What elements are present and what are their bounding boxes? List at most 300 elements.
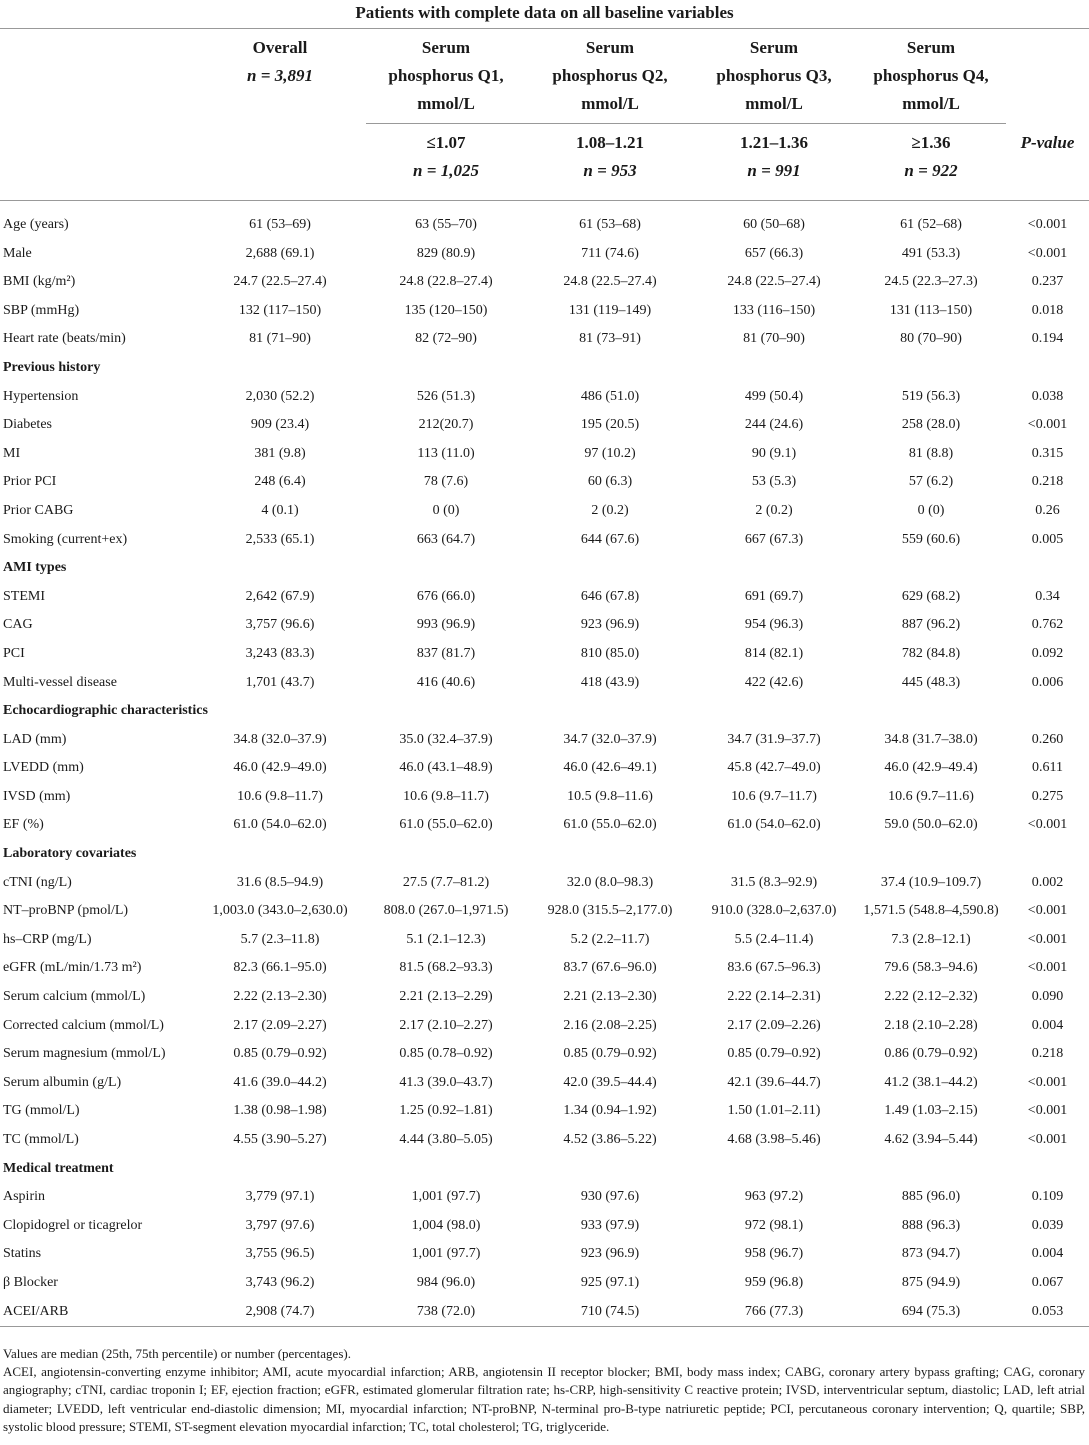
header-overall-label: Overall — [252, 38, 308, 57]
cell-p-value: 0.237 — [1031, 274, 1064, 290]
footnote-values: Values are median (25th, 75th percentile) or number (percentages). — [3, 1346, 351, 1361]
cell-overall: 1,701 (43.7) — [245, 674, 315, 690]
row-label: SBP (mmHg) — [3, 302, 80, 318]
cell-q1: 1,001 (97.7) — [411, 1189, 481, 1205]
header-q2 — [528, 34, 692, 118]
cell-p-value: 0.26 — [1035, 502, 1060, 518]
table-row — [0, 411, 1089, 440]
cell-q2: 925 (97.1) — [580, 1274, 640, 1290]
cell-q4: 10.6 (9.7–11.6) — [888, 788, 974, 804]
row-label: Heart rate (beats/min) — [3, 331, 126, 347]
cell-q4: 79.6 (58.3–94.6) — [884, 960, 978, 976]
cell-q2: 195 (20.5) — [580, 417, 640, 433]
cell-overall: 132 (117–150) — [238, 302, 322, 318]
row-label: hs–CRP (mg/L) — [3, 931, 92, 947]
section-label: Echocardiographic characteristics — [3, 703, 208, 719]
cell-p-value: 0.004 — [1031, 1246, 1064, 1262]
cell-p-value: 0.006 — [1031, 674, 1064, 690]
header-pvalue — [1006, 129, 1089, 157]
row-label: Prior CABG — [3, 502, 74, 518]
table-row — [0, 783, 1089, 812]
cell-q3: 31.5 (8.3–92.9) — [730, 874, 818, 890]
cell-q1: 829 (80.9) — [416, 245, 476, 261]
row-label: ACEI/ARB — [3, 1303, 69, 1319]
cell-q3: 657 (66.3) — [744, 245, 804, 261]
table-row — [0, 1298, 1089, 1327]
cell-q3: 422 (42.6) — [744, 674, 804, 690]
cell-overall: 2,908 (74.7) — [245, 1303, 315, 1319]
row-label: Serum magnesium (mmol/L) — [3, 1046, 166, 1062]
cell-q1: 61.0 (55.0–62.0) — [399, 817, 493, 833]
cell-p-value: 0.090 — [1031, 989, 1064, 1005]
cell-p-value: 0.039 — [1031, 1217, 1064, 1233]
cell-p-value: 0.004 — [1031, 1017, 1064, 1033]
cell-q2: 97 (10.2) — [584, 445, 636, 461]
cell-q2: 5.2 (2.2–11.7) — [570, 931, 650, 947]
cell-q4: 694 (75.3) — [901, 1303, 961, 1319]
table-row — [0, 1069, 1089, 1098]
header-q4-line3: mmol/L — [902, 94, 960, 113]
header-q2-line2: phosphorus Q2, — [552, 66, 668, 85]
cell-q3: 61.0 (54.0–62.0) — [727, 817, 821, 833]
cell-p-value: <0.001 — [1027, 1132, 1068, 1147]
row-label: IVSD (mm) — [3, 788, 71, 804]
cell-q2: 10.5 (9.8–11.6) — [567, 788, 653, 804]
section-header-row — [0, 1155, 1089, 1184]
table-row — [0, 611, 1089, 640]
cell-q2: 131 (119–149) — [568, 302, 652, 318]
cell-q2: 930 (97.6) — [580, 1189, 640, 1205]
row-label: Statins — [3, 1246, 42, 1262]
header-q1-range-n: n = 1,025 — [413, 161, 479, 180]
cell-overall: 3,779 (97.1) — [245, 1189, 315, 1205]
cell-q4: 888 (96.3) — [901, 1217, 961, 1233]
cell-q3: 34.7 (31.9–37.7) — [727, 731, 821, 747]
cell-q1: 46.0 (43.1–48.9) — [399, 760, 493, 776]
rule-top — [0, 28, 1089, 29]
header-q3 — [692, 34, 856, 118]
cell-overall: 10.6 (9.8–11.7) — [237, 788, 323, 804]
cell-q4: 4.62 (3.94–5.44) — [884, 1132, 978, 1147]
cell-q1: 984 (96.0) — [416, 1274, 476, 1290]
cell-q1: 676 (66.0) — [416, 588, 476, 604]
row-label: PCI — [3, 645, 25, 661]
cell-q2: 711 (74.6) — [581, 245, 639, 261]
cell-q1: 1,004 (98.0) — [411, 1217, 481, 1233]
cell-p-value: 0.194 — [1031, 331, 1064, 347]
row-label: LVEDD (mm) — [3, 760, 84, 776]
cell-q3: 766 (77.3) — [744, 1303, 804, 1319]
cell-q4: 873 (94.7) — [901, 1246, 961, 1262]
row-label: Diabetes — [3, 417, 52, 433]
cell-p-value: 0.067 — [1031, 1274, 1064, 1290]
table-row — [0, 983, 1089, 1012]
cell-q4: 46.0 (42.9–49.4) — [884, 760, 978, 776]
cell-overall: 381 (9.8) — [254, 445, 306, 461]
cell-q1: 1.25 (0.92–1.81) — [399, 1103, 493, 1119]
header-q4-line1: Serum — [906, 38, 956, 57]
cell-q4: 2.22 (2.12–2.32) — [884, 989, 978, 1005]
cell-q2: 928.0 (315.5–2,177.0) — [547, 903, 673, 919]
cell-q1: 1,001 (97.7) — [411, 1246, 481, 1262]
cell-q3: 244 (24.6) — [744, 417, 804, 433]
header-q4-line2: phosphorus Q4, — [873, 66, 989, 85]
row-label: Prior PCI — [3, 474, 57, 490]
cell-q3: 42.1 (39.6–44.7) — [727, 1074, 821, 1090]
cell-overall: 81 (71–90) — [249, 331, 311, 347]
cell-q2: 42.0 (39.5–44.4) — [563, 1074, 657, 1090]
header-q4 — [856, 34, 1006, 118]
table-row — [0, 325, 1089, 354]
table-row — [0, 1012, 1089, 1041]
table-row — [0, 869, 1089, 898]
cell-q3: 24.8 (22.5–27.4) — [727, 274, 821, 290]
cell-p-value: 0.34 — [1035, 588, 1060, 604]
cell-q2: 644 (67.6) — [580, 531, 640, 547]
table-row — [0, 211, 1089, 240]
cell-q2: 810 (85.0) — [580, 645, 640, 661]
header-q2-range-n: n = 953 — [583, 161, 637, 180]
cell-overall: 41.6 (39.0–44.2) — [233, 1074, 327, 1090]
cell-overall: 2,533 (65.1) — [245, 531, 315, 547]
table-row — [0, 669, 1089, 698]
header-q1-range-value: ≤1.07 — [426, 133, 466, 152]
cell-q1: 2.21 (2.13–2.29) — [399, 989, 493, 1005]
table-body — [0, 211, 1089, 1326]
cell-overall: 61.0 (54.0–62.0) — [233, 817, 327, 833]
cell-q3: 963 (97.2) — [744, 1189, 804, 1205]
cell-q2: 933 (97.9) — [580, 1217, 640, 1233]
header-q3-line1: Serum — [749, 38, 799, 57]
section-header-row — [0, 554, 1089, 583]
cell-q2: 2 (0.2) — [591, 502, 629, 518]
section-label: Laboratory covariates — [3, 846, 137, 862]
cell-q4: 885 (96.0) — [901, 1189, 961, 1205]
cell-q2: 1.34 (0.94–1.92) — [563, 1103, 657, 1119]
section-label: AMI types — [3, 560, 67, 576]
header-q2-range — [528, 129, 692, 185]
cell-q3: 4.68 (3.98–5.46) — [727, 1132, 821, 1147]
cell-q4: 559 (60.6) — [901, 531, 961, 547]
cell-p-value: <0.001 — [1027, 903, 1068, 919]
cell-p-value: <0.001 — [1027, 417, 1068, 433]
row-label: Hypertension — [3, 388, 79, 404]
header-q1-range — [364, 129, 528, 185]
cell-p-value: 0.611 — [1032, 760, 1063, 776]
cell-q3: 83.6 (67.5–96.3) — [727, 960, 821, 976]
table-row — [0, 440, 1089, 469]
cell-q4: 34.8 (31.7–38.0) — [884, 731, 978, 747]
cell-p-value: <0.001 — [1027, 245, 1068, 261]
cell-q4: 81 (8.8) — [908, 445, 954, 461]
table-row — [0, 1269, 1089, 1298]
row-label: NT–proBNP (pmol/L) — [3, 903, 129, 919]
rule-header-bottom — [0, 200, 1089, 201]
table-row — [0, 926, 1089, 955]
cell-q1: 113 (11.0) — [417, 445, 475, 461]
table-row — [0, 1126, 1089, 1155]
cell-q2: 923 (96.9) — [580, 617, 640, 633]
table-row — [0, 954, 1089, 983]
cell-p-value: 0.218 — [1031, 474, 1064, 490]
header-q3-range-value: 1.21–1.36 — [740, 133, 808, 152]
cell-q2: 83.7 (67.6–96.0) — [563, 960, 657, 976]
table-row — [0, 1097, 1089, 1126]
section-header-row — [0, 354, 1089, 383]
cell-q4: 7.3 (2.8–12.1) — [891, 931, 971, 947]
row-label: TC (mmol/L) — [3, 1132, 79, 1147]
cell-overall: 5.7 (2.3–11.8) — [240, 931, 320, 947]
table-row — [0, 583, 1089, 612]
cell-q2: 923 (96.9) — [580, 1246, 640, 1262]
cell-q4: 782 (84.8) — [901, 645, 961, 661]
cell-overall: 909 (23.4) — [250, 417, 310, 433]
header-q3-range — [692, 129, 856, 185]
table-row — [0, 1212, 1089, 1241]
row-label: Aspirin — [3, 1189, 45, 1205]
row-label: Multi-vessel disease — [3, 674, 117, 690]
table-row — [0, 268, 1089, 297]
cell-overall: 2.17 (2.09–2.27) — [233, 1017, 327, 1033]
cell-q2: 46.0 (42.6–49.1) — [563, 760, 657, 776]
section-header-row — [0, 840, 1089, 869]
cell-q1: 808.0 (267.0–1,971.5) — [383, 903, 509, 919]
cell-q3: 81 (70–90) — [743, 331, 805, 347]
table-row — [0, 468, 1089, 497]
cell-q1: 82 (72–90) — [415, 331, 477, 347]
cell-p-value: 0.092 — [1031, 645, 1064, 661]
header-q2-line1: Serum — [585, 38, 635, 57]
cell-overall: 248 (6.4) — [254, 474, 306, 490]
header-q4-range-n: n = 922 — [904, 161, 958, 180]
header-q3-range-n: n = 991 — [747, 161, 801, 180]
cell-q2: 61 (53–68) — [579, 217, 641, 232]
cell-q4: 2.18 (2.10–2.28) — [884, 1017, 978, 1033]
cell-q3: 53 (5.3) — [751, 474, 797, 490]
cell-q4: 24.5 (22.3–27.3) — [884, 274, 978, 290]
row-label: eGFR (mL/min/1.73 m²) — [3, 960, 142, 976]
cell-q2: 2.16 (2.08–2.25) — [563, 1017, 657, 1033]
table-row — [0, 754, 1089, 783]
cell-q1: 81.5 (68.2–93.3) — [399, 960, 493, 976]
row-label: EF (%) — [3, 817, 44, 833]
cell-q4: 57 (6.2) — [908, 474, 954, 490]
table-title: Patients with complete data on all baseline variables — [355, 3, 734, 22]
cell-q1: 212(20.7) — [418, 417, 474, 433]
row-label: Corrected calcium (mmol/L) — [3, 1017, 164, 1033]
cell-overall: 4 (0.1) — [261, 502, 299, 518]
cell-q1: 663 (64.7) — [416, 531, 476, 547]
cell-q4: 1.49 (1.03–2.15) — [884, 1103, 978, 1119]
row-label: cTNI (ng/L) — [3, 874, 72, 890]
row-label: CAG — [3, 617, 33, 633]
row-label: STEMI — [3, 588, 45, 604]
cell-q3: 133 (116–150) — [732, 302, 816, 318]
cell-q4: 41.2 (38.1–44.2) — [884, 1074, 978, 1090]
cell-q3: 954 (96.3) — [744, 617, 804, 633]
cell-q3: 45.8 (42.7–49.0) — [727, 760, 821, 776]
cell-q4: 629 (68.2) — [901, 588, 961, 604]
row-label: Serum albumin (g/L) — [3, 1074, 122, 1090]
cell-q2: 34.7 (32.0–37.9) — [563, 731, 657, 747]
row-label: BMI (kg/m²) — [3, 274, 76, 290]
row-label: LAD (mm) — [3, 731, 67, 747]
cell-p-value: 0.315 — [1031, 445, 1064, 461]
cell-q1: 416 (40.6) — [416, 674, 476, 690]
cell-q2: 4.52 (3.86–5.22) — [563, 1132, 657, 1147]
cell-overall: 2,030 (52.2) — [245, 388, 315, 404]
cell-q3: 667 (67.3) — [744, 531, 804, 547]
row-label: Smoking (current+ex) — [3, 531, 128, 547]
cell-q3: 5.5 (2.4–11.4) — [734, 931, 814, 947]
cell-q2: 710 (74.5) — [580, 1303, 640, 1319]
cell-q4: 37.4 (10.9–109.7) — [880, 874, 982, 890]
cell-q1: 35.0 (32.4–37.9) — [399, 731, 493, 747]
cell-overall: 4.55 (3.90–5.27) — [233, 1132, 327, 1147]
rule-header-sub — [366, 123, 1006, 124]
cell-q3: 959 (96.8) — [744, 1274, 804, 1290]
table-row — [0, 811, 1089, 840]
cell-p-value: <0.001 — [1027, 1074, 1068, 1090]
cell-overall: 3,797 (97.6) — [245, 1217, 315, 1233]
cell-q3: 90 (9.1) — [751, 445, 797, 461]
cell-p-value: 0.053 — [1031, 1303, 1064, 1319]
cell-q3: 2.17 (2.09–2.26) — [727, 1017, 821, 1033]
row-label: β Blocker — [3, 1274, 58, 1290]
header-q3-line2: phosphorus Q3, — [716, 66, 832, 85]
cell-q2: 24.8 (22.5–27.4) — [563, 274, 657, 290]
header-q1-line2: phosphorus Q1, — [388, 66, 504, 85]
cell-q1: 5.1 (2.1–12.3) — [406, 931, 486, 947]
cell-p-value: 0.260 — [1031, 731, 1064, 747]
cell-overall: 0.85 (0.79–0.92) — [233, 1046, 327, 1062]
header-q3-line3: mmol/L — [745, 94, 803, 113]
cell-q1: 2.17 (2.10–2.27) — [399, 1017, 493, 1033]
table-row — [0, 640, 1089, 669]
cell-q4: 445 (48.3) — [901, 674, 961, 690]
cell-p-value: 0.038 — [1031, 388, 1064, 404]
cell-overall: 61 (53–69) — [249, 217, 311, 232]
header-q1 — [364, 34, 528, 118]
row-label: Age (years) — [3, 217, 69, 232]
cell-q2: 60 (6.3) — [587, 474, 633, 490]
cell-overall: 2,642 (67.9) — [245, 588, 315, 604]
section-header-row — [0, 697, 1089, 726]
cell-q1: 135 (120–150) — [404, 302, 488, 318]
cell-q1: 0.85 (0.78–0.92) — [399, 1046, 493, 1062]
cell-q1: 78 (7.6) — [423, 474, 469, 490]
cell-q3: 60 (50–68) — [743, 217, 805, 232]
header-q4-range-value: ≥1.36 — [911, 133, 951, 152]
cell-overall: 24.7 (22.5–27.4) — [233, 274, 327, 290]
cell-q4: 0 (0) — [917, 502, 945, 518]
cell-q1: 10.6 (9.8–11.7) — [403, 788, 489, 804]
cell-overall: 3,243 (83.3) — [245, 645, 315, 661]
table-row — [0, 240, 1089, 269]
cell-q2: 61.0 (55.0–62.0) — [563, 817, 657, 833]
cell-q2: 418 (43.9) — [580, 674, 640, 690]
cell-overall: 3,757 (96.6) — [245, 617, 315, 633]
rule-table-bottom — [0, 1326, 1089, 1327]
cell-p-value: 0.005 — [1031, 531, 1064, 547]
cell-q4: 491 (53.3) — [901, 245, 961, 261]
row-label: Male — [3, 245, 32, 261]
cell-q1: 837 (81.7) — [416, 645, 476, 661]
cell-q4: 0.86 (0.79–0.92) — [884, 1046, 978, 1062]
row-label: Serum calcium (mmol/L) — [3, 989, 146, 1005]
cell-q4: 258 (28.0) — [901, 417, 961, 433]
cell-q1: 41.3 (39.0–43.7) — [399, 1074, 493, 1090]
cell-q1: 993 (96.9) — [416, 617, 476, 633]
table-row — [0, 1040, 1089, 1069]
header-q1-line1: Serum — [421, 38, 471, 57]
table-row — [0, 297, 1089, 326]
row-label: TG (mmol/L) — [3, 1103, 80, 1119]
table-row — [0, 383, 1089, 412]
cell-overall: 2.22 (2.13–2.30) — [233, 989, 327, 1005]
header-overall-n: n = 3,891 — [247, 66, 313, 85]
cell-q2: 32.0 (8.0–98.3) — [566, 874, 654, 890]
cell-q1: 4.44 (3.80–5.05) — [399, 1132, 493, 1147]
cell-q3: 958 (96.7) — [744, 1246, 804, 1262]
row-label: MI — [3, 445, 21, 461]
cell-q2: 81 (73–91) — [579, 331, 641, 347]
cell-q1: 526 (51.3) — [416, 388, 476, 404]
cell-q2: 2.21 (2.13–2.30) — [563, 989, 657, 1005]
table-row — [0, 726, 1089, 755]
cell-q2: 486 (51.0) — [580, 388, 640, 404]
cell-p-value: 0.018 — [1031, 302, 1064, 318]
table-row — [0, 1240, 1089, 1269]
row-label: Clopidogrel or ticagrelor — [3, 1217, 143, 1233]
table-footnotes — [3, 1345, 1085, 1436]
section-label: Medical treatment — [3, 1160, 114, 1176]
cell-q3: 2 (0.2) — [755, 502, 793, 518]
cell-overall: 34.8 (32.0–37.9) — [233, 731, 327, 747]
cell-p-value: <0.001 — [1027, 817, 1068, 833]
cell-q4: 519 (56.3) — [901, 388, 961, 404]
cell-q4: 875 (94.9) — [901, 1274, 961, 1290]
cell-q4: 61 (52–68) — [900, 217, 962, 232]
cell-q3: 499 (50.4) — [744, 388, 804, 404]
header-q4-range — [856, 129, 1006, 185]
cell-q3: 910.0 (328.0–2,637.0) — [711, 903, 837, 919]
cell-q1: 0 (0) — [432, 502, 460, 518]
cell-q3: 0.85 (0.79–0.92) — [727, 1046, 821, 1062]
footnote-abbreviations: ACEI, angiotensin-converting enzyme inhibitor; AMI, acute myocardial infarction; ARB, angiotensin II receptor blocker; BMI, body mass index; CABG, coronary artery bypass grafting; CAG, coronary angiography; cTNI, cardiac troponin I; EF, ejection fraction; eGFR, estimated glomerular filtration rate; hs-CRP, high-sensitivity C reactive protein; IVSD, interventricular septum, diastolic; LAD, left atrial diameter; LVEDD, left ventricular end-diastolic dimension; MI, myocardial infarction; NT-proBNP, N-terminal pro-B-type natriuretic peptide; PCI, percutaneous coronary intervention; Q, quartile; SBP, systolic blood pressure; STEMI, ST-segment elevation myocardial infarction; TC, total cholesterol; TG, triglyceride. — [3, 1364, 1085, 1434]
cell-q3: 1.50 (1.01–2.11) — [727, 1103, 821, 1119]
cell-p-value: 0.275 — [1031, 788, 1064, 804]
cell-p-value: 0.762 — [1031, 617, 1064, 633]
header-q2-range-value: 1.08–1.21 — [576, 133, 644, 152]
cell-p-value: <0.001 — [1027, 1103, 1068, 1119]
cell-p-value: 0.218 — [1031, 1046, 1064, 1062]
cell-q4: 59.0 (50.0–62.0) — [884, 817, 978, 833]
cell-p-value: <0.001 — [1027, 931, 1068, 947]
table-row — [0, 897, 1089, 926]
header-q2-line3: mmol/L — [581, 94, 639, 113]
cell-q2: 0.85 (0.79–0.92) — [563, 1046, 657, 1062]
cell-overall: 82.3 (66.1–95.0) — [233, 960, 327, 976]
cell-q1: 738 (72.0) — [416, 1303, 476, 1319]
cell-q3: 814 (82.1) — [744, 645, 804, 661]
cell-p-value: <0.001 — [1027, 217, 1068, 232]
cell-q4: 80 (70–90) — [900, 331, 962, 347]
table-row — [0, 526, 1089, 555]
cell-overall: 2,688 (69.1) — [245, 245, 315, 261]
cell-q3: 2.22 (2.14–2.31) — [727, 989, 821, 1005]
cell-overall: 3,755 (96.5) — [245, 1246, 315, 1262]
